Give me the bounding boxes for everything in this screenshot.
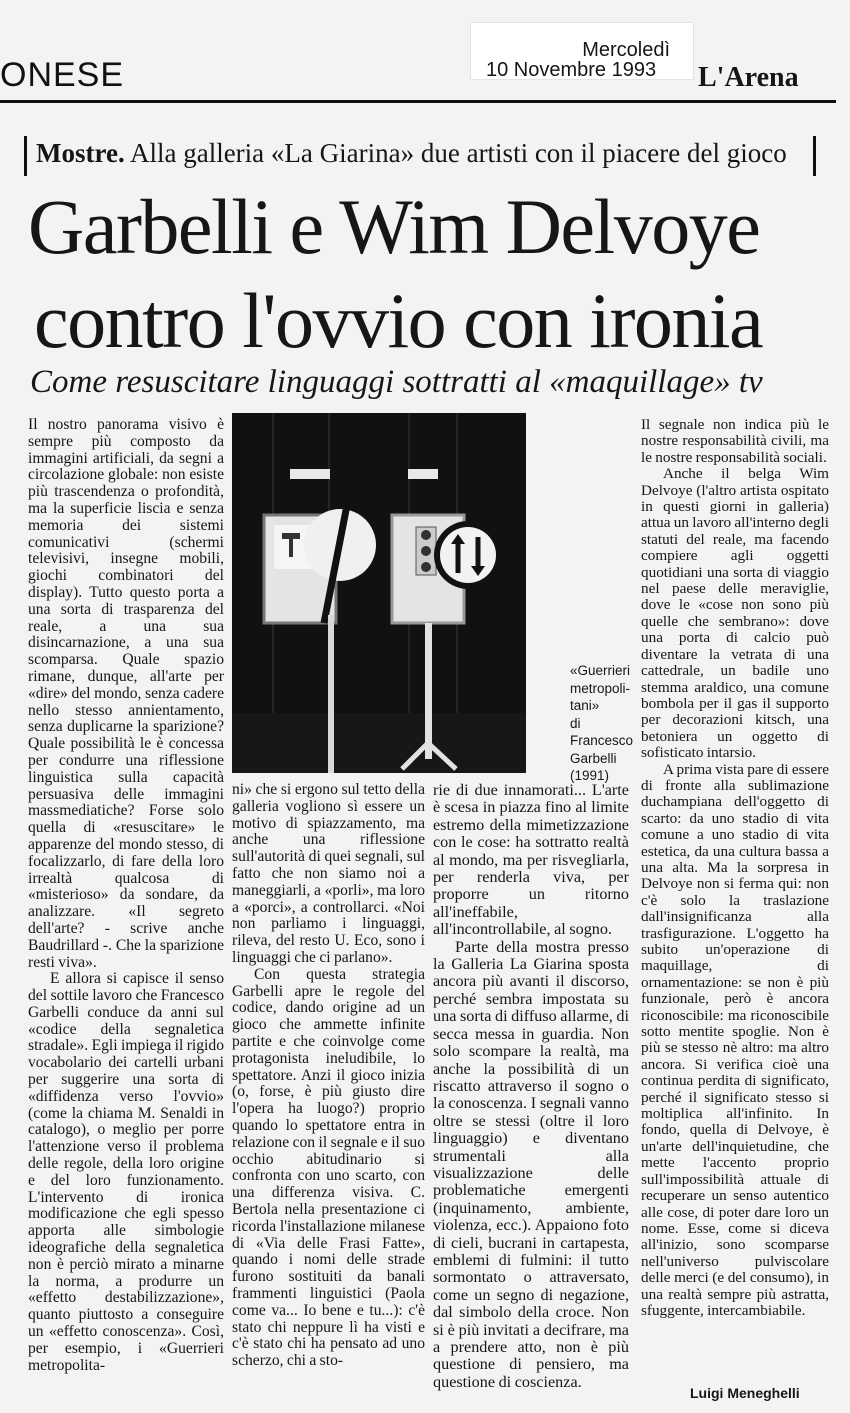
caption-line: (1991)	[570, 768, 610, 783]
article-column-1	[28, 417, 224, 1374]
article-column-2	[232, 782, 425, 1370]
caption-line: di	[570, 715, 581, 731]
headline-line-2: contro l'ovvio con ironia	[34, 277, 763, 364]
kicker-text: Alla galleria «La Giarina» due artisti con il piacere del gioco	[124, 138, 787, 168]
caption-line: metropoli-	[570, 680, 631, 696]
date-weekday: Mercoledì	[582, 39, 670, 61]
paragraph: Il nostro panorama visivo è sempre più composto da immagini artificiali, da segni a circolazione globale: non esiste più trascendenza o profondità, ma la superficie liscia e senza memoria dei sistemi comunicativi (schermi televisivi, insegne mobili, giochi combinatori del display). Tutto questo porta a una sorta di trasparenza del reale, a una sua disincarnazione, a una sua scomparsa. Quale spazio rimane, dunque, all'arte per «dire» del mondo, senza cadere nello stesso annientamento, senza duplicarne la sparizione? Quale possibilità le è concessa per condurre una riflessione linguistica sulla capacità persuasiva delle immagini massmediatiche? Forse solo quella di «resuscitare» le apparenze del mondo stesso, di focalizzarlo, di fare della loro irrealtà qualcosa di «misterioso» da sondare, da analizzare. «Il segreto dell'arte? - scrive anche Baudrillard -. Che la sparizione resti viva».	[28, 416, 224, 971]
header-rule	[0, 100, 836, 103]
paragraph: Il segnale non indica più le nostre responsabilità civili, ma le nostre responsabilità sociali.	[641, 416, 829, 466]
paragraph: Parte della mostra presso la Galleria La Giarina sposta ancora più avanti il discorso, perché sembra impostata su una sorta di diffuso allarme, di secca messa in guardia. Non solo scompare la realtà, ma anche la possibilità di un riscatto attraverso il sogno o la conoscenza. I segnali vanno oltre se stessi (oltre il loro linguaggio) e diventano strumentali alla visualizzazione delle problematiche emergenti (inquinamento, ambiente, violenza, ecc.). Appaiono foto di cieli, bucrani in cartapesta, emblemi di fulmini: il tutto sormontato o attraversato, come un segno di negazione, dal simbolo della croce. Non si è più invitati a decifrare, ma a prendere atto, non è più questione di pensiero, ma questione di coscienza.	[433, 937, 629, 1391]
paragraph: Anche il belga Wim Delvoye (l'altro artista ospitato in questi giorni in galleria) attua un lavoro all'interno degli statuti del reale, ma facendo compiere agli oggetti quotidiani una sorta di viaggio nel paese delle meraviglie, dove le «cose non sono più quelle che sembrano»: dove una porta di calcio può diventare la vetrata di una cattedrale, un badile uno stemma araldico, una comune bombola per il gas il supporto per decorazioni kitsch, una betoniera un oggetto di sofisticato intarsio.	[641, 465, 829, 762]
paragraph: Con questa strategia Garbelli apre le regole del codice, dando origine ad un gioco che ammette infinite partite e che coinvolge come protagonista ineludibile, lo spettatore. Anzi il gioco inizia (o, forse, è più giusto dire l'opera ha luogo?) proprio quando lo spettatore entra in relazione con il segnale e il suo occhio abitudinario si confronta con uno scarto, con una differenza visiva. C. Bertola nella presentazione ci ricorda l'installazione milanese di «Via delle Frasi Fatte», quando i nomi delle strade furono sostituiti da banali frammenti linguistici (Paola come va... Io bene e tu...): c'è stato chi neppure lì ha visti e c'è stato chi ha pensato ad uno scherzo, chi a sto-	[232, 965, 425, 1370]
author-byline: Luigi Meneghelli	[690, 1385, 800, 1401]
kicker-left-rule	[24, 136, 27, 176]
paragraph: ni» che si ergono sul tetto della galleria vogliono sì essere un motivo di spiazzamento, ma anche una riflessione sull'autorità di quei segnali, sul fatto che non siamo noi a maneggiarli, a «porli», ma loro a «porci», a controllarci. «Noi non parliamo i linguaggi, rileva, del resto U. Eco, sono i linguaggi che ci parlano».	[232, 781, 425, 966]
newspaper-masthead: L'Arena	[698, 62, 799, 93]
headline-line-1: Garbelli e Wim Delvoye	[28, 183, 760, 270]
artwork-photo	[232, 413, 526, 773]
section-name: ONESE	[0, 56, 125, 94]
date-full: 10 Novembre 1993	[486, 59, 657, 81]
photo-caption	[570, 662, 640, 785]
article-column-3	[433, 782, 629, 1391]
kicker-label: Mostre.	[36, 138, 125, 168]
caption-line: Francesco	[570, 733, 634, 748]
article-subhead: Come resuscitare linguaggi sottratti al «maquillage» tv	[30, 364, 763, 400]
article-kicker	[36, 140, 787, 167]
caption-line: tani»	[570, 698, 600, 713]
paragraph: A prima vista pare di essere di fronte alla sublimazione duchampiana dell'oggetto di scarto: da uno stadio di vita comune a uno stadio di vita estetica, da una cultura bassa a una alta. Ma la sorpresa in Delvoye non si ferma qui: non c'è solo la traslazione dall'insignificanza alla trasfigurazione. L'oggetto ha subito un'operazione di maquillage, di ornamentazione: se non è più funzionale, però è ancora riconoscibile: ma riconoscibile sotto mentite spoglie. Non è più se stesso nè altro: ma altro ancora. Si verifica cioè una continua perdita di significato, perché il significato stesso si moltiplica all'infinito. In fondo, quella di Delvoye, è un'arte dell'inquietudine, che mette l'accento proprio sull'impossibilità attuale di recuperare un senso autentico alle cose, di poter dare loro un nome. Esse, come si diceva all'inizio, sono scomparse nell'universo pulviscolare delle merci (e del consumo), in una realtà sempre più astratta, sfuggente, intercambiabile.	[641, 760, 829, 1319]
article-column-4	[641, 417, 829, 1319]
paragraph: rie di due innamorati... L'arte è scesa in piazza fino al limite estremo della mimetizzazione con le cose: ha sottratto realtà al mondo, ma per risvegliarla, per renderla viva, per proporre un ritorno all'ineffabile, all'incontrollabile, al sogno.	[433, 781, 629, 939]
kicker-right-rule	[813, 136, 816, 176]
caption-line: «Guerrieri	[570, 663, 631, 678]
paragraph: E allora si capisce il senso del sottile lavoro che Francesco Garbelli conduce da anni sul «codice della segnaletica stradale». Egli impiega il rigido vocabolario dei cartelli urbani per suggerire una sorta di «diffidenza verso l'ovvio» (come la chiama M. Senaldi in catalogo), o meglio per porre l'attenzione verso il problema delle regole, della loro origine e del loro funzionamento. L'intervento di ironica modificazione che egli spesso apporta alle simbologie ideografiche della segnaletica non è perciò mirato a minarne la norma, a produrre un «effetto destabilizzazione», quanto piuttosto a conseguire un «effetto conoscenza». Così, per esempio, i «Guerrieri metropolita-	[28, 970, 224, 1374]
caption-line: Garbelli	[570, 750, 617, 766]
